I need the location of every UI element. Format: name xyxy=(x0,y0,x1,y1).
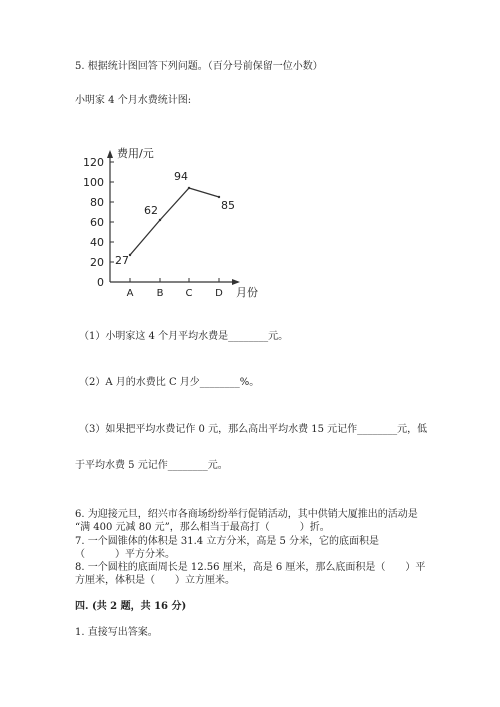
data-label: 85 xyxy=(221,199,235,212)
data-label: 27 xyxy=(115,254,129,267)
data-point xyxy=(159,219,161,221)
question-5-part-1: （1）小明家这 4 个月平均水费是________元。 xyxy=(79,331,289,342)
section-4-heading: 四. (共 2 题，共 16 分) xyxy=(75,601,187,612)
y-axis-arrow xyxy=(107,150,113,158)
y-tick-label: 20 xyxy=(90,256,104,269)
y-tick-label: 60 xyxy=(90,216,104,229)
section-4-question-1: 1. 直接写出答案。 xyxy=(75,627,158,638)
water-fee-line-chart xyxy=(0,0,500,330)
data-point xyxy=(218,196,220,198)
y-axis-title: 费用/元 xyxy=(117,147,154,160)
question-5-part-3-line-1: （3）如果把平均水费记作 0 元，那么高出平均水费 15 元记作________元，低 xyxy=(79,424,428,435)
chart-caption: 小明家 4 个月水费统计图: xyxy=(75,95,192,106)
x-tick-label: C xyxy=(185,288,193,299)
y-tick-label: 0 xyxy=(97,276,104,289)
data-point xyxy=(129,254,131,256)
x-tick-label: A xyxy=(126,288,134,299)
question-5-part-2: （2）A 月的水费比 C 月少________%。 xyxy=(79,377,260,388)
question-7-line-2: （ ）平方分米。 xyxy=(75,549,175,560)
data-label: 94 xyxy=(174,170,188,183)
question-5-part-3-line-2: 于平均水费 5 元记作________元。 xyxy=(75,460,228,471)
y-tick-label: 120 xyxy=(83,156,104,169)
question-8-line-1: 8. 一个圆柱的底面周长是 12.56 厘米，高是 6 厘米，那么底面积是（ ）平 xyxy=(75,562,426,573)
question-8-line-2: 方厘米，体积是（ ）立方厘米。 xyxy=(75,575,235,586)
x-axis-title: 月份 xyxy=(236,286,258,299)
question-5-heading: 5. 根据统计图回答下列问题。（百分号前保留一位小数） xyxy=(75,61,323,72)
y-tick-label: 100 xyxy=(83,176,104,189)
y-tick-label: 80 xyxy=(90,196,104,209)
question-6-line-1: 6. 为迎接元旦，绍兴市各商场纷纷举行促销活动，其中供销大厦推出的活动是 xyxy=(75,509,418,520)
data-point xyxy=(188,187,190,189)
series-line xyxy=(130,188,219,255)
data-label: 62 xyxy=(144,204,158,217)
question-6-line-2: “满 400 元减 80 元”，那么相当于最高打（ ）折。 xyxy=(75,522,330,533)
x-axis-arrow xyxy=(232,279,240,285)
question-7-line-1: 7. 一个圆锥体的体积是 31.4 立方分米，高是 5 分米，它的底面积是 xyxy=(75,536,380,547)
y-tick-label: 40 xyxy=(90,236,104,249)
x-tick-label: D xyxy=(215,288,223,299)
x-tick-label: B xyxy=(156,288,164,299)
